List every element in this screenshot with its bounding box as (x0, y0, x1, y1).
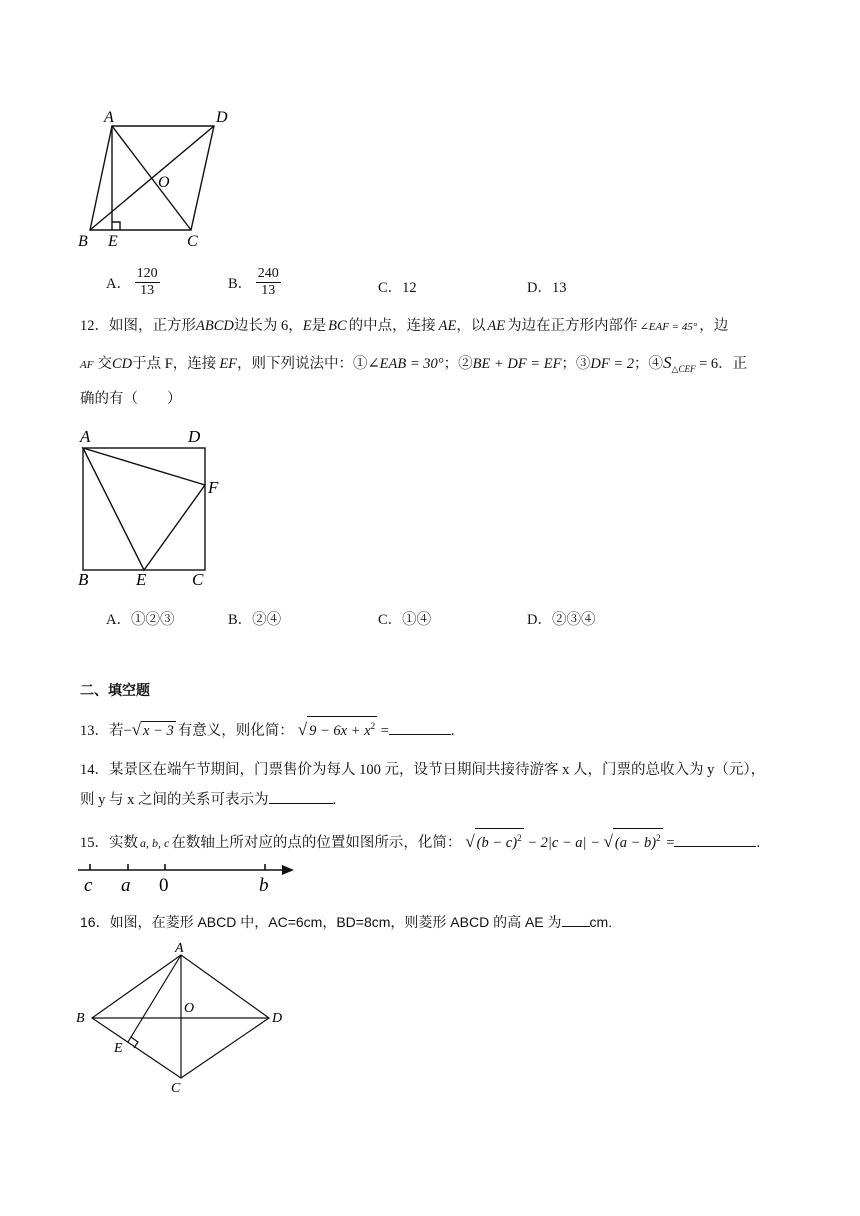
q12-option-a-value: ①②③ (130, 612, 175, 628)
q13-line (80, 716, 455, 741)
q12-label-e: E (136, 570, 147, 589)
q12-text: ABCD (196, 318, 234, 334)
q13-text: 有意义，则化简： (177, 722, 294, 739)
q12-option-d[interactable] (527, 608, 595, 629)
q14-line-1: 14．某景区在端午节期间，门票售价为每人 100 元，设节日期间共接待游客 x 人，门票的总收入为 y（元）， (80, 762, 766, 778)
q16-answer-blank[interactable] (562, 912, 590, 927)
q12-text: ．正 (718, 356, 748, 372)
q12-line-3: 确的有（ ） (80, 391, 182, 407)
q12-text: ，边 (699, 318, 729, 334)
q12-text: △CEF (671, 363, 696, 374)
q16-text: cm. (589, 914, 613, 930)
q11-label-e: E (108, 233, 118, 250)
q11-option-d-letter: D． (527, 280, 552, 296)
q12-text: E (302, 318, 312, 334)
q13-answer-blank[interactable] (389, 720, 451, 735)
sqrt-icon: √ (131, 719, 142, 739)
q15-text: − 2|c − a| − (523, 834, 604, 851)
q15-text: = (662, 834, 675, 851)
q16-text: 16．如图，在菱形 ABCD 中，AC=6cm，BD=8cm，则菱形 ABCD 的高 AE 为 (80, 914, 562, 930)
arrow-right-icon (282, 865, 294, 875)
q12-text: 为边在正方形内部作 (507, 318, 638, 334)
q11-option-b-den: 13 (261, 283, 276, 298)
q12-label-b: B (78, 570, 89, 589)
q12-text: 是 (311, 318, 327, 334)
q15-line (80, 828, 760, 853)
q13-text: − (123, 722, 132, 739)
q12-text: ，以 (456, 318, 486, 334)
q11-label-b: B (78, 233, 88, 250)
q15-text: (a − b) (614, 834, 657, 851)
q15-answer-blank[interactable] (674, 832, 756, 847)
q11-option-a-num: 120 (136, 266, 158, 281)
q12-text: ，则下列说法中：① (237, 356, 368, 372)
q12-option-b-letter: B． (228, 612, 253, 628)
q12-angle-eaf: ∠EAF = 45° (639, 321, 698, 333)
q11-option-b-letter: B． (228, 276, 253, 292)
q12-option-a-letter: A． (106, 612, 131, 628)
q15-axis-zero: 0 (159, 875, 169, 896)
q11-option-a-fraction (135, 266, 160, 299)
q11-label-a: A (104, 109, 114, 126)
q16-label-b: B (76, 1011, 85, 1026)
q12-figure (72, 426, 232, 590)
q12-statement-2: BE + DF = EF (472, 356, 562, 372)
q16-label-o: O (184, 1001, 195, 1016)
q13-text: 13．若 (80, 722, 124, 739)
q12-text: ；③ (561, 356, 591, 372)
q11-option-b[interactable] (228, 266, 281, 299)
q12-text: 12．如图，正方形 (80, 318, 196, 334)
q12-option-c-letter: C． (378, 612, 403, 628)
q12-option-d-value: ②③④ (551, 612, 596, 628)
q15-text: 2 (517, 833, 522, 843)
q16-label-d: D (272, 1011, 283, 1026)
q11-label-o: O (158, 174, 170, 191)
q13-text: . (450, 722, 455, 739)
q11-option-c-value: 12 (402, 280, 417, 296)
q11-option-a-den: 13 (140, 283, 155, 298)
q12-text: EF (219, 356, 238, 372)
q12-line-1 (80, 316, 728, 337)
q12-label-a: A (80, 427, 91, 446)
q15-text: . (756, 834, 761, 851)
q11-option-b-fraction (256, 266, 281, 299)
q12-text: AE (487, 318, 506, 334)
q11-option-a-letter: A． (106, 276, 131, 292)
q14-text: 则 y 与 x 之间的关系可表示为 (80, 792, 269, 808)
q12-text: = 6 (695, 356, 719, 372)
q12-statement-4: S (663, 353, 672, 372)
q11-figure (70, 108, 250, 253)
q12-option-c[interactable] (378, 608, 431, 629)
sqrt-icon: √ (603, 831, 613, 851)
q13-text: 9 − 6x + x (309, 722, 371, 739)
q15-radicand-2 (613, 828, 663, 852)
q12-label-d: D (188, 427, 201, 446)
q14-line-2 (80, 789, 336, 810)
q13-text: = (377, 722, 389, 739)
q16-figure (72, 940, 294, 1098)
q12-option-c-value: ①④ (402, 612, 432, 628)
sqrt-icon: √ (297, 719, 308, 739)
q12-line-2 (80, 353, 747, 379)
q11-option-b-num: 240 (257, 266, 279, 281)
q11-option-d-value: 13 (551, 280, 567, 296)
q12-option-a[interactable] (106, 608, 174, 629)
q15-text: 在数轴上所对应的点的位置如图所示，化简： (171, 834, 462, 851)
q13-radicand: x − 3 (143, 722, 174, 739)
q14-answer-blank[interactable] (269, 789, 333, 804)
q11-label-c: C (187, 233, 198, 250)
q15-vars: a, b, c (140, 835, 170, 850)
q12-option-d-letter: D． (527, 612, 552, 628)
q12-text: 交 (97, 356, 112, 372)
q12-label-f: F (208, 478, 219, 497)
q11-option-d[interactable] (527, 276, 566, 297)
q12-text: CD (111, 356, 133, 372)
q12-text: ；④ (634, 356, 664, 372)
q12-text: 于点 F，连接 (132, 356, 217, 372)
q16-label-e: E (114, 1041, 123, 1056)
q11-option-c-letter: C． (378, 280, 403, 296)
q12-text: ；② (443, 356, 473, 372)
q12-label-c: C (192, 570, 204, 589)
q12-text: 边长为 6， (233, 318, 303, 334)
q13-radicand-2 (307, 716, 377, 740)
q14-text: . (332, 792, 337, 808)
q15-text: 15．实数 (80, 834, 138, 851)
q12-text: AE (438, 318, 457, 334)
q15-axis-c: c (84, 875, 93, 896)
q15-text: (b − c) (476, 834, 518, 851)
q13-text: 2 (370, 721, 376, 731)
q12-text: AF (80, 359, 94, 371)
q12-text: 的中点，连接 (348, 318, 436, 334)
q16-line (80, 912, 612, 933)
q15-axis-a: a (121, 875, 131, 896)
q15-number-line (74, 858, 298, 896)
q16-label-a: A (175, 941, 184, 956)
section-heading-fill-in: 二、填空题 (80, 682, 150, 698)
q11-label-d: D (216, 109, 228, 126)
sqrt-icon: √ (465, 831, 475, 851)
q15-text: 2 (656, 833, 661, 843)
q12-option-b[interactable] (228, 608, 281, 629)
q11-option-c[interactable] (378, 276, 417, 297)
q16-label-c: C (171, 1081, 181, 1096)
q12-statement-1: ∠EAB = 30° (367, 356, 444, 372)
q12-statement-3: DF = 2 (590, 356, 635, 372)
q15-radicand-1 (475, 828, 524, 852)
q12-option-b-value: ②④ (252, 612, 282, 628)
q11-option-a[interactable] (106, 266, 160, 299)
q12-text: BC (328, 318, 347, 334)
q15-axis-b: b (259, 875, 269, 896)
